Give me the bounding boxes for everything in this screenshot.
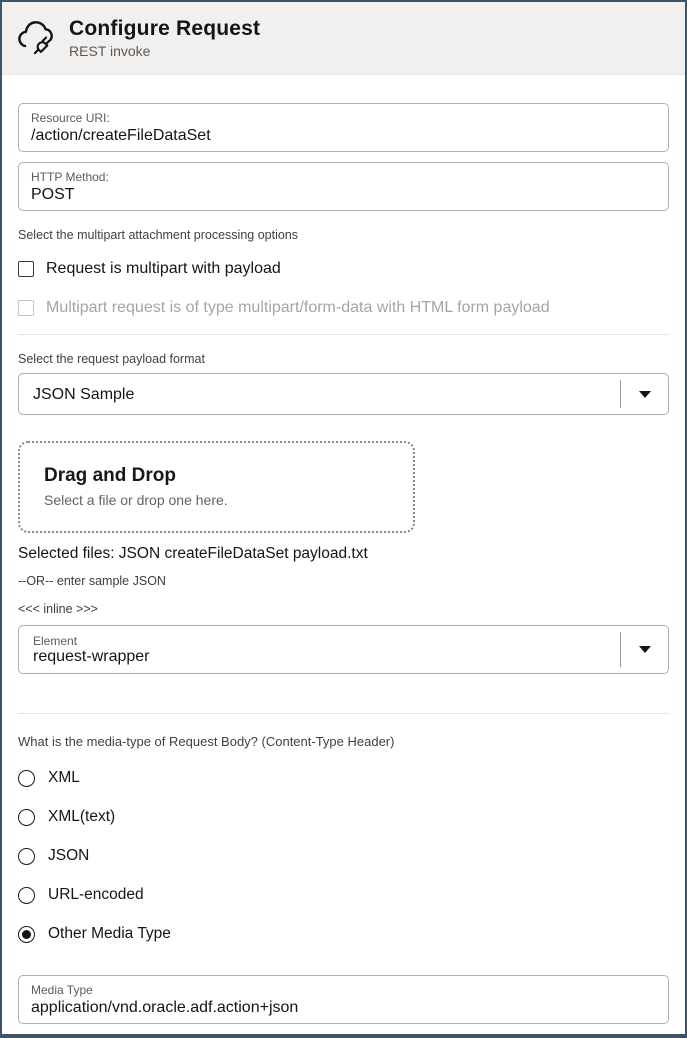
- payload-format-section-label: Select the request payload format: [18, 352, 205, 366]
- media-type-value: application/vnd.oracle.adf.action+json: [31, 999, 299, 1017]
- dialog-title: Configure Request: [69, 16, 261, 40]
- checkbox-row-multipart-payload[interactable]: [18, 260, 669, 278]
- multipart-section-label: Select the multipart attachment processing options: [18, 228, 299, 242]
- radio-button[interactable]: [18, 809, 35, 826]
- resource-uri-field[interactable]: [18, 103, 669, 152]
- media-type-question: What is the media-type of Request Body? (Content-Type Header): [18, 734, 395, 749]
- payload-format-selected-value: JSON Sample: [33, 385, 135, 403]
- divider-multipart: [18, 334, 669, 335]
- media-type-label: Media Type: [31, 983, 93, 997]
- radio-row-other-media-type[interactable]: [18, 924, 669, 944]
- radio-row-xml[interactable]: [18, 768, 669, 788]
- checkbox-row-formdata: [18, 299, 669, 317]
- chevron-down-icon: [639, 646, 651, 653]
- payload-format-dropdown[interactable]: [18, 373, 669, 415]
- or-enter-sample-text: --OR-- enter sample JSON: [18, 574, 166, 588]
- resource-uri-value: /action/createFileDataSet: [31, 127, 211, 145]
- http-method-value: POST: [31, 186, 75, 204]
- radio-label: XML: [48, 769, 80, 786]
- multipart-payload-checkbox[interactable]: [18, 261, 34, 277]
- radio-button[interactable]: [18, 926, 35, 943]
- radio-row-json[interactable]: [18, 846, 669, 866]
- formdata-checkbox-label: Multipart request is of type multipart/form-data with HTML form payload: [46, 299, 550, 316]
- radio-label: JSON: [48, 847, 90, 864]
- dialog-header: [2, 2, 685, 75]
- radio-label: URL-encoded: [48, 886, 144, 903]
- element-dropdown-label: Element: [33, 633, 78, 648]
- radio-button[interactable]: [18, 848, 35, 865]
- inline-toggle-link[interactable]: <<< inline >>>: [18, 602, 98, 616]
- http-method-label: HTTP Method:: [31, 170, 109, 184]
- radio-label: XML(text): [48, 808, 116, 825]
- divider-mediatype: [18, 713, 669, 714]
- http-method-field[interactable]: [18, 162, 669, 211]
- rest-cloud-plug-icon: [16, 20, 56, 61]
- radio-row-url-encoded[interactable]: [18, 885, 669, 905]
- payload-format-dropdown-button[interactable]: [620, 380, 668, 408]
- media-type-field[interactable]: [18, 975, 669, 1024]
- element-dropdown[interactable]: [18, 625, 669, 674]
- file-drop-zone[interactable]: [18, 441, 415, 533]
- multipart-payload-checkbox-label: Request is multipart with payload: [46, 260, 281, 277]
- radio-row-xml-text[interactable]: [18, 807, 669, 827]
- radio-label: Other Media Type: [48, 925, 171, 942]
- chevron-down-icon: [639, 391, 651, 398]
- formdata-checkbox-disabled: [18, 300, 34, 316]
- drop-zone-title: Drag and Drop: [44, 465, 176, 486]
- selected-files-text: Selected files: JSON createFileDataSet payload.txt: [18, 545, 368, 562]
- element-dropdown-value: request-wrapper: [33, 648, 150, 666]
- element-dropdown-button[interactable]: [620, 632, 668, 667]
- drop-zone-subtitle: Select a file or drop one here.: [44, 492, 228, 508]
- radio-button[interactable]: [18, 770, 35, 787]
- resource-uri-label: Resource URI:: [31, 111, 110, 125]
- dialog-subtitle: REST invoke: [69, 43, 151, 60]
- radio-button[interactable]: [18, 887, 35, 904]
